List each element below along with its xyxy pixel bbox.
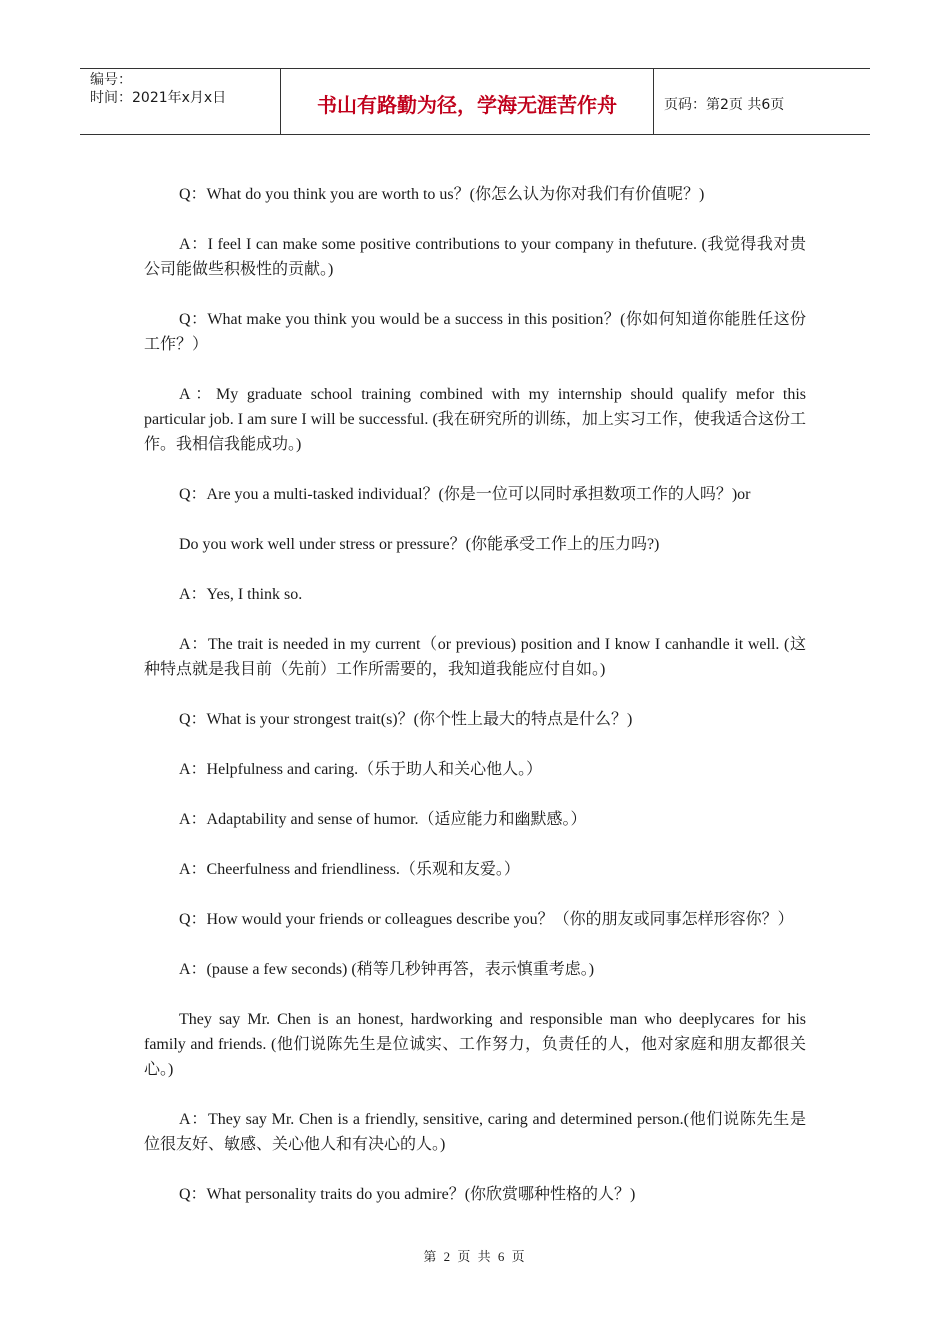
paragraph: A：My graduate school training combined with my internship should qualify mefor this particular job. I am sure I will be successful. (我在研究所的训练，加上实习工作，使我适合这份工作。我相信我能成功。) <box>144 386 806 453</box>
paragraph: A：Adaptability and sense of humor.（适应能力和幽默感。） <box>179 811 587 828</box>
header-meta <box>80 69 281 134</box>
paragraph: A：I feel I can make some positive contributions to your company in thefuture. (我觉得我对贵公司能做些积极性的贡献。) <box>144 236 806 278</box>
paragraph: A：(pause a few seconds) (稍等几秒钟再答，表示慎重考虑。) <box>179 961 595 978</box>
paragraph: A：Cheerfulness and friendliness.（乐观和友爱。） <box>179 861 520 878</box>
page-header <box>80 68 870 135</box>
paragraph: Q：How would your friends or colleagues describe you？（你的朋友或同事怎样形容你？） <box>179 911 794 928</box>
paragraph: They say Mr. Chen is an honest, hardworking and responsible man who deeplycares for his family and friends. (他们说陈先生是位诚实、工作努力，负责任的人，他对家庭和朋友都很关心。) <box>144 1011 806 1078</box>
page-footer: 第 2 页 共 6 页 <box>423 1249 527 1264</box>
paragraph: A：The trait is needed in my current（or previous) position and I know I canhandle it well. (这种特点就是我目前（先前）工作所需要的，我知道我能应付自如。) <box>144 636 806 678</box>
paragraph: Q：Are you a multi-tasked individual？(你是一位可以同时承担数项工作的人吗？)or <box>179 486 751 503</box>
time-label: 时间：2021年x月x日 <box>90 90 227 106</box>
paragraph: A：Helpfulness and caring.（乐于助人和关心他人。） <box>179 761 543 778</box>
paragraph: A：Yes, I think so. <box>179 586 303 603</box>
paragraph: A：They say Mr. Chen is a friendly, sensitive, caring and determined person.(他们说陈先生是位很友好、敏感、关心他人和有决心的人。) <box>144 1111 806 1153</box>
paragraph: Q：What do you think you are worth to us？(你怎么认为你对我们有价值呢？) <box>179 186 705 203</box>
paragraph: Q：What make you think you would be a success in this position？(你如何知道你能胜任这份工作？） <box>144 311 806 353</box>
document-body <box>144 182 806 1232</box>
paragraph: Q：What personality traits do you admire？(你欣赏哪种性格的人？) <box>179 1186 636 1203</box>
paragraph: Q：What is your strongest trait(s)？(你个性上最大的特点是什么？) <box>179 711 633 728</box>
number-label: 编号： <box>90 72 132 88</box>
header-page-number: 页码：第2页 共6页 <box>664 96 785 113</box>
paragraph: Do you work well under stress or pressure？(你能承受工作上的压力吗?) <box>179 536 660 553</box>
header-motto: 书山有路勤为径，学海无涯苦作舟 <box>281 69 654 134</box>
